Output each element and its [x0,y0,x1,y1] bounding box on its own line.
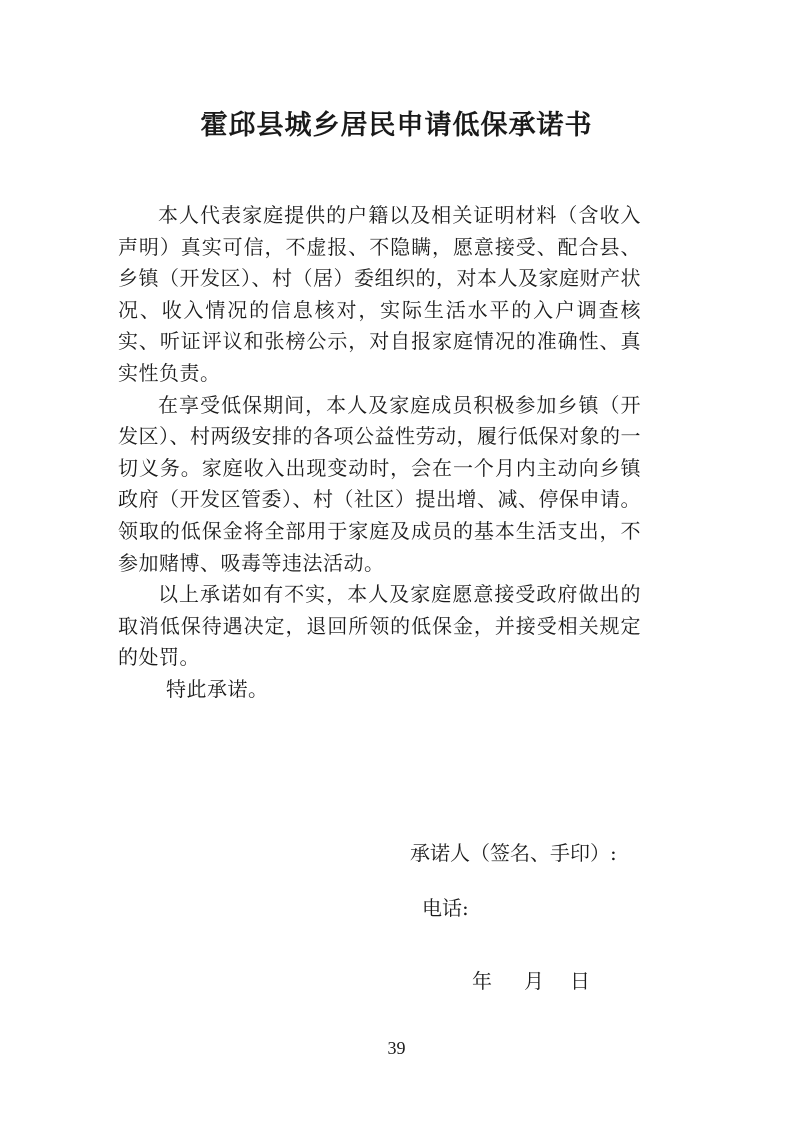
document-title: 霍邱县城乡居民申请低保承诺书 [200,110,593,141]
date-day-label: 日 [570,969,590,993]
date-year-label: 年 [472,969,492,993]
closing-statement: 特此承诺。 [166,676,269,701]
document-body [118,200,641,706]
paragraph-declaration: 本人代表家庭提供的户籍以及相关证明材料（含收入声明）真实可信，不虚报、不隐瞒，愿意接受、配合县、乡镇（开发区）、村（居）委组织的，对本人及家庭财产状况、收入情况的信息核对，实际生活水平的入户调查核实、听证评议和张榜公示，对自报家庭情况的准确性、真实性负责。 [118,203,641,385]
paragraph-obligations: 在享受低保期间，本人及家庭成员积极参加乡镇（开发区）、村两级安排的各项公益性劳动，履行低保对象的一切义务。家庭收入出现变动时，会在一个月内主动向乡镇政府（开发区管委）、村（社区）提出增、减、停保申请。领取的低保金将全部用于家庭及成员的基本生活支出，不参加赌博、吸毒等违法活动。 [118,392,641,575]
page-number: 39 [387,1038,406,1058]
date-month-label: 月 [524,969,544,993]
signature-person-label: 承诺人（签名、手印）: [410,841,617,865]
signature-date [472,966,590,996]
signature-phone-label: 电话: [422,896,469,920]
paragraph-consequences: 以上承诺如有不实，本人及家庭愿意接受政府做出的取消低保待遇决定，退回所领的低保金，并接受相关规定的处罚。 [118,582,641,670]
